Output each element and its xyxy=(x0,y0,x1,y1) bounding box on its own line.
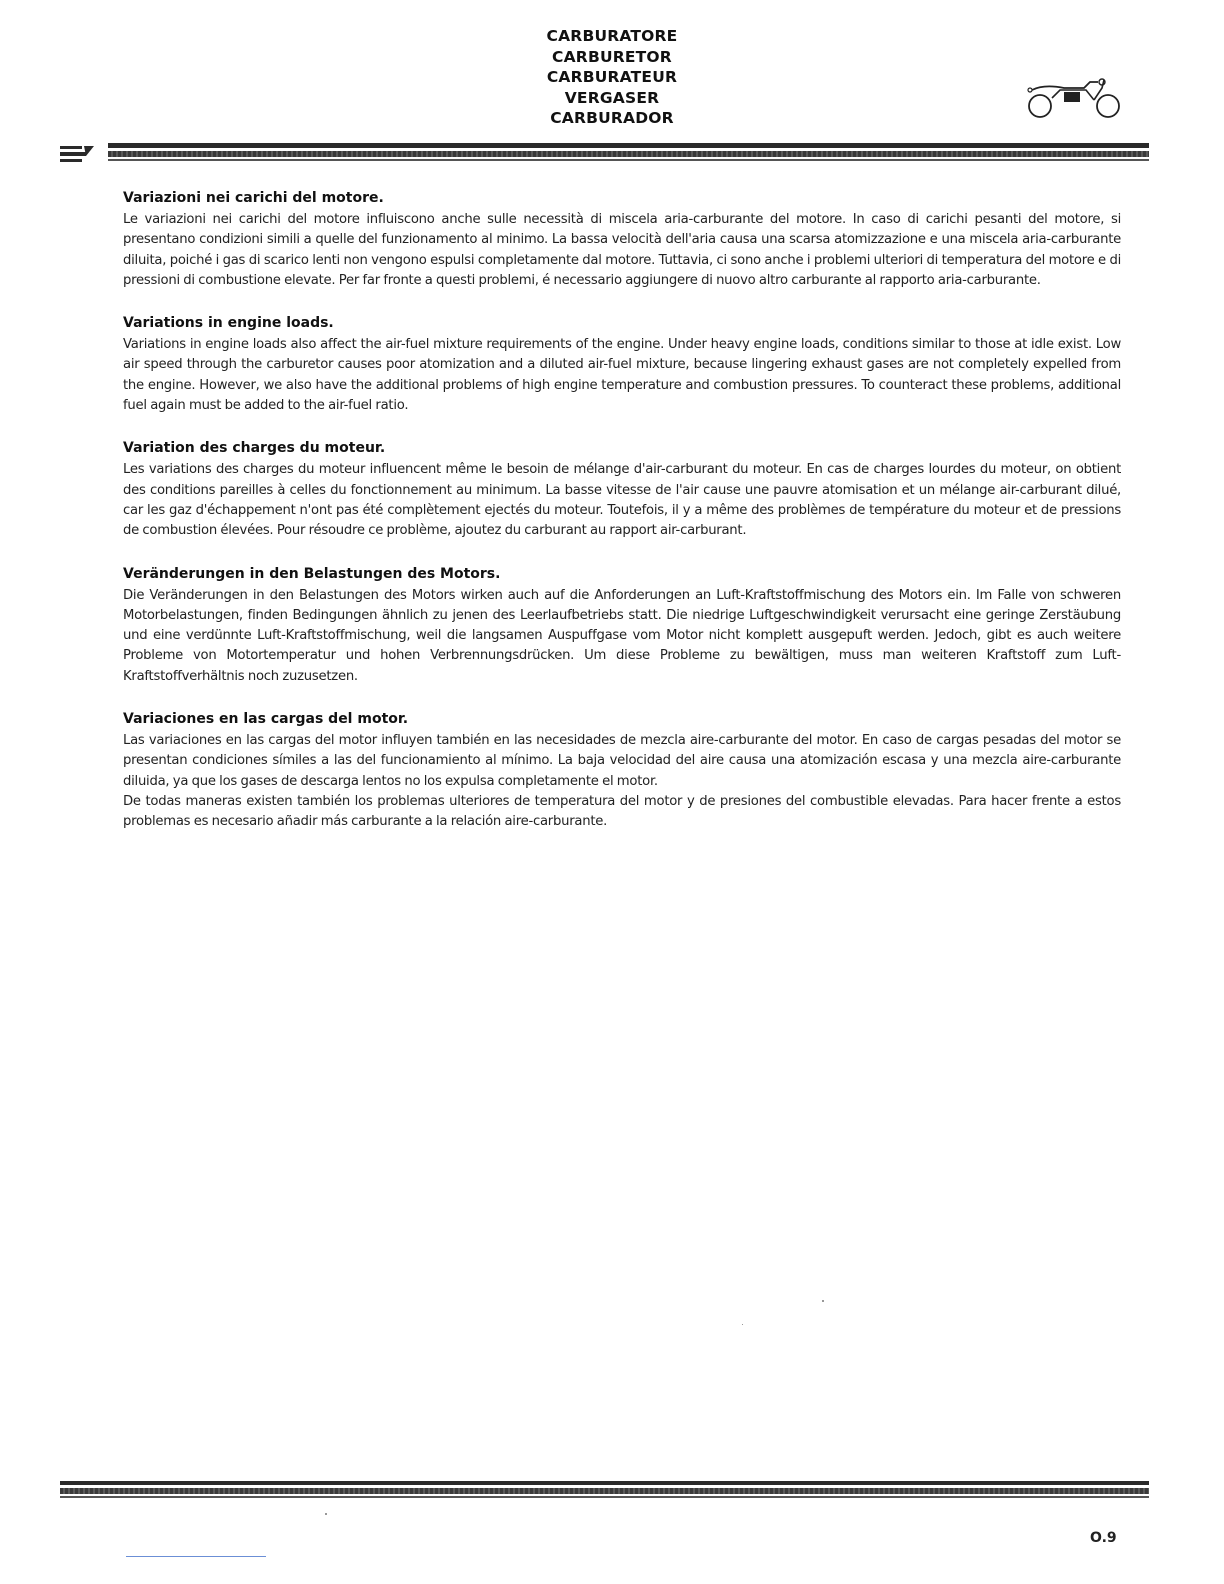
section-body: Die Veränderungen in den Belastungen des Motors wirken auch auf die Anforderungen an Luft-Kraftstoffmischung des Motors ein. Im Falle von schweren Motorbelastungen, finden Bedingungen ähnlich zu jenen des Leerlaufbetriebs statt. Die niedrige Luftgeschwindigkeit verursacht eine geringe Zerstäubung und eine verdünnte Luft-Kraftstoffmischung, weil die langsamen Auspuffgase vom Motor nicht komplett ausgepuft werden. Jedoch, gibt es auch weitere Probleme von Motortemperatur und hohen Verbrennungsdrücken. Um diese Probleme zu bewältigen, muss man weiteren Kraftstoff zum Luft-Kraftstoffverhältnis noch zuzusetzen. xyxy=(123,587,1121,684)
title-spanish: CARBURADOR xyxy=(550,109,674,127)
title-french: CARBURATEUR xyxy=(546,68,678,86)
scan-speck xyxy=(822,1300,824,1302)
title-english: CARBURETOR xyxy=(552,47,672,66)
footer-rule xyxy=(60,1481,1149,1498)
section-french xyxy=(123,438,1121,541)
section-spanish xyxy=(123,709,1121,832)
section-heading: Variazioni nei carichi del motore. xyxy=(123,190,384,206)
title-german: VERGASER xyxy=(564,88,660,107)
title-italian: CARBURATORE xyxy=(546,27,678,45)
section-body: Le variazioni nei carichi del motore influiscono anche sulle necessità di miscela aria-carburante del motore. In caso di carichi pesanti del motore, si presentano condizioni simili a quelle del funzionamento al minimo. La bassa velocità dell'aria causa una scarsa atomizzazione e una miscela aria-carburante diluita, poiché i gas di scarico lenti non vengono espulsi completamente dal motore. Tuttavia, ci sono anche i problemi ulteriori di temperatura del motore e di pressioni di combustione elevate. Per far fronte a questi problemi, é necessario aggiungere di nuovo altro carburante al rapporto aria-carburante. xyxy=(123,212,1121,288)
header-rule xyxy=(108,143,1149,161)
scan-speck xyxy=(742,1324,743,1325)
section-german xyxy=(123,564,1121,687)
section-italian xyxy=(123,188,1121,291)
footer-link-underline xyxy=(126,1556,266,1557)
section-english xyxy=(123,313,1121,416)
section-body: Les variations des charges du moteur influencent même le besoin de mélange d'air-carburant du moteur. En cas de charges lourdes du moteur, on obtient des conditions pareilles à celles du fonctionnement au minimum. La basse vitesse de l'air cause une pauvre atomisation et un mélange air-carburant dilué, car les gaz d'échappement n'ont pas été complètement ejectés du moteur. Toutefois, il y a même des problèmes de température du moteur et de pressions de combustion élevées. Pour résoudre ce problème, ajoutez du carburant au rapport air-carburant. xyxy=(123,462,1121,539)
section-body: Variations in engine loads also affect the air-fuel mixture requirements of the engine. Under heavy engine loads, conditions similar to those at idle exist. Low air speed through the carburetor causes poor atomization and a diluted air-fuel mixture, because lingering exhaust gases are not completely expelled from the engine. However, we also have the additional problems of high engine temperature and combustion pressures. To counteract these problems, additional fuel again must be added to the air-fuel ratio. xyxy=(123,337,1121,414)
section-body-continued: De todas maneras existen también los problemas ulteriores de temperatura del motor y de presiones del combustible elevadas. Para hacer frente a estos problemas es necesario añadir más carburante a la relación aire-carburante. xyxy=(123,793,1121,830)
section-heading: Veränderungen in den Belastungen des Motors. xyxy=(123,565,501,582)
main-content xyxy=(123,188,1121,855)
scan-speck xyxy=(325,1513,327,1515)
page-number: O.9 xyxy=(1090,1530,1117,1546)
section-heading: Variaciones en las cargas del motor. xyxy=(123,711,409,728)
section-body: Las variaciones en las cargas del motor influyen también en las necesidades de mezcla aire-carburante del motor. En caso de cargas pesadas del motor se presentan condiciones símiles a las del funcionamiento al mínimo. La baja velocidad del aire causa una atomización escasa y una mezcla aire-carburante diluida, ya que los gases de descarga lentos no los expulsa completamente el motor. xyxy=(123,733,1121,789)
left-decorative-marks xyxy=(60,146,96,166)
section-heading: Variation des charges du moteur. xyxy=(123,440,386,457)
section-heading: Variations in engine loads. xyxy=(123,315,334,332)
motorcycle-icon xyxy=(1024,76,1124,124)
